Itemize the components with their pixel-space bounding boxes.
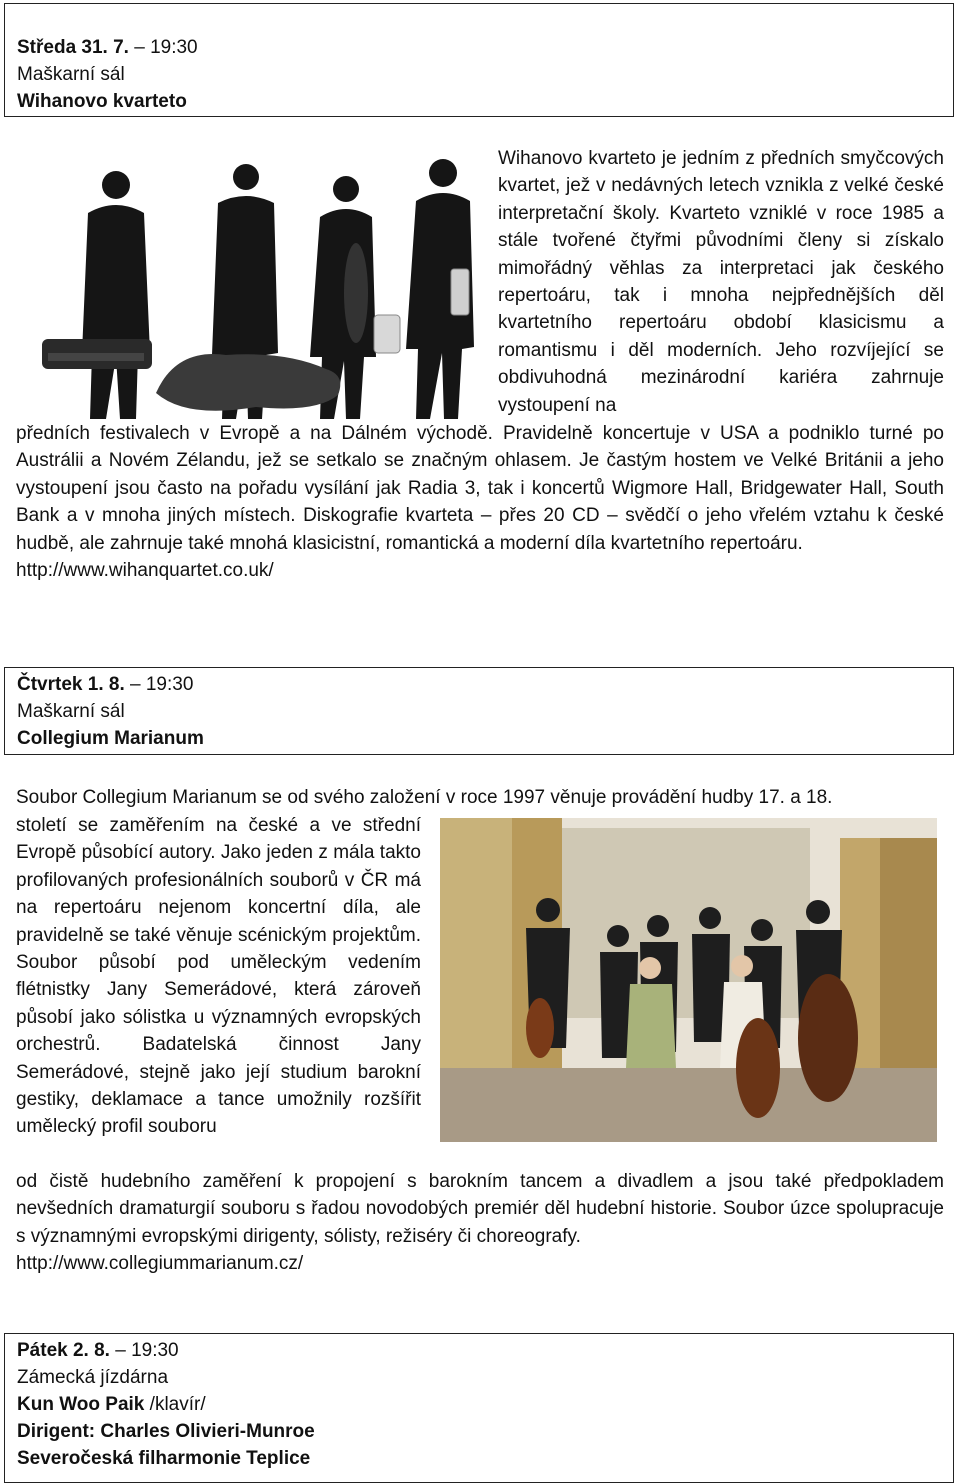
event-2-time: – 19:30 <box>130 674 194 695</box>
ensemble-photo <box>440 818 937 1142</box>
event-3-performer-line <box>17 1391 941 1418</box>
event-3-orchestra: Severočeská filharmonie Teplice <box>17 1448 311 1469</box>
event-1-header <box>4 3 954 117</box>
event-1-text <box>16 420 944 584</box>
event-1-title: Wihanovo kvarteto <box>17 91 187 112</box>
quartet-photo <box>26 143 481 419</box>
event-2-text <box>16 1168 944 1278</box>
event-2-header <box>4 667 954 755</box>
event-1-day: Středa 31. 7. <box>17 37 129 58</box>
event-3-performer: Kun Woo Paik <box>17 1394 145 1415</box>
event-1-datetime <box>17 34 941 61</box>
event-2-link[interactable]: http://www.collegiummarianum.cz/ <box>16 1253 304 1275</box>
event-1-time: – 19:30 <box>134 37 198 58</box>
event-3-conductor: Dirigent: Charles Olivieri-Munroe <box>17 1421 315 1442</box>
event-2-day: Čtvrtek 1. 8. <box>17 674 125 695</box>
event-2-side-text: století se zaměřením na české a ve střední Evropě působící autory. Jako jeden z mála takto profilovaných profesionálních souborů v ČR má na repertoáru nejenom koncertní díla, ale pravidelně se také věnuje scénickým projektům. Soubor působí pod uměleckým vedením flétnistky Jany Semerádové, která zároveň působí jako sólistka u významných evropských orchestrů. Badatelská činnost Jany Semerádové, stejně jako její studium barokní gestiky, deklamace a tance umožnily rozšířit umělecký profil souboru <box>16 815 421 1138</box>
event-1-link[interactable]: http://www.wihanquartet.co.uk/ <box>16 560 274 582</box>
event-3-performer-role: /klavír/ <box>144 1394 206 1415</box>
event-2-title: Collegium Marianum <box>17 728 204 749</box>
event-3-day: Pátek 2. 8. <box>17 1340 110 1361</box>
event-3-time: – 19:30 <box>115 1340 179 1361</box>
event-1-venue: Maškarní sál <box>17 64 125 85</box>
event-2-venue: Maškarní sál <box>17 701 125 722</box>
event-3-datetime <box>17 1337 941 1364</box>
event-1-full-text: předních festivalech v Evropě a na Dálném východě. Pravidelně koncertuje v USA a podniklo turné po Austrálii a Novém Zélandu, jež se setkalo se značným ohlasem. Je častým hostem ve Velké Británii a jeho vystoupení jsou často na pořadu vysílání jak Radia 3, tak i koncertů Wigmore Hall, Bridgewater Hall, South Bank a v mnoha jiných místech. Diskografie kvarteta – přes 20 CD – svědčí o jeho vřelém vztahu k české hudbě, ale zahrnuje také mnohá klasicistní, romantická a moderní díla kvartetního repertoáru. <box>16 423 944 554</box>
event-2-datetime <box>17 671 941 698</box>
event-2-intro: Soubor Collegium Marianum se od svého založení v roce 1997 věnuje provádění hudby 17. a 18. <box>16 787 833 808</box>
event-3-venue: Zámecká jízdárna <box>17 1367 169 1388</box>
event-1-side-text: Wihanovo kvarteto je jedním z předních smyčcových kvartet, jež v nedávných letech vznikla z velké české interpretační školy. Kvarteto vzniklé v roce 1985 a stále tvořené čtyřmi původními členy si získalo mimořádný věhlas za interpretaci jak českého repertoáru, tak i mnoha nejpřednějších děl kvartetního repertoáru období klasicismu a romantismu i děl moderních. Jeho rozvíjející se obdivuhodná mezinárodní kariéra zahrnuje vystoupení na <box>498 148 944 416</box>
event-2-full-text: od čistě hudebního zaměření k propojení s barokním tancem a divadlem a jsou také předpokladem nevšedních dramaturgií souboru s řadou novodobých premiér děl hudební historie. Soubor úzce spolupracuje s významnými evropskými dirigenty, sólisty, režiséry či choreografy. <box>16 1171 944 1247</box>
event-3-header <box>4 1333 954 1483</box>
